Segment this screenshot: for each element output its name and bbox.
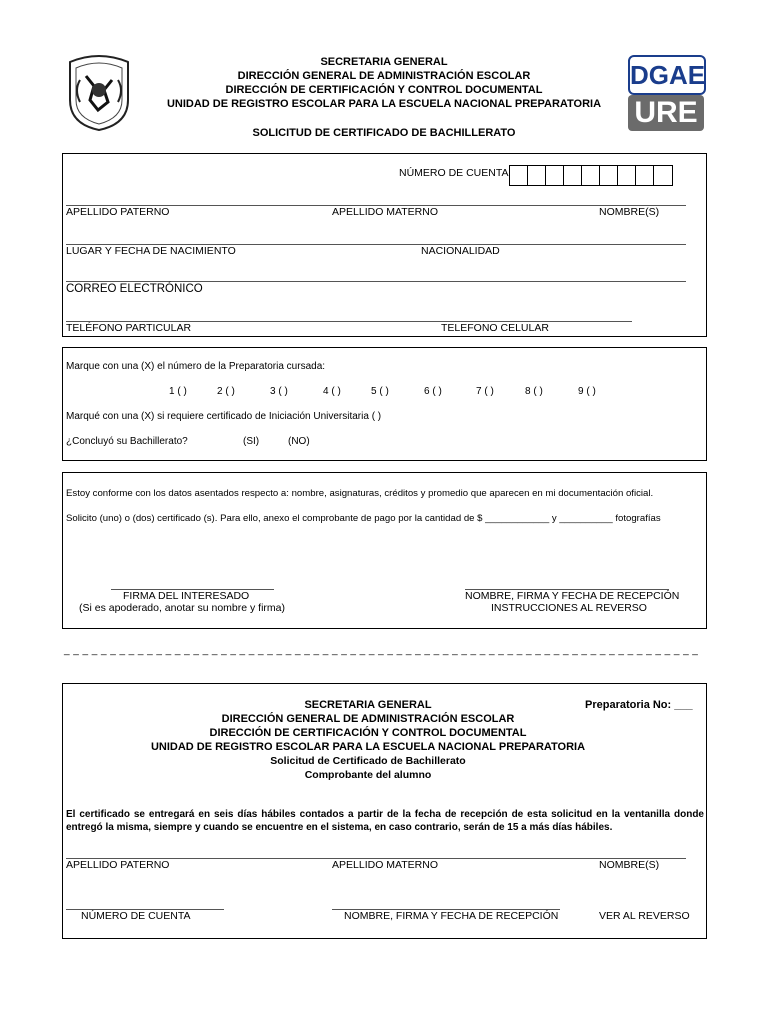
conformidad-box [62,472,707,629]
conforme-text: Estoy conforme con los datos asentados respecto a: nombre, asignaturas, créditos y promedio que aparecen en mi documentación oficial. [66,488,654,499]
prepa-option-6[interactable]: 6 ( ) [424,386,442,397]
correo-label: CORREO ELECTRÓNICO [66,283,203,295]
instrucciones-label: INSTRUCCIONES AL REVERSO [491,602,647,614]
prepa-option-5[interactable]: 5 ( ) [371,386,389,397]
comprobante-apellido-materno: APELLIDO MATERNO [332,859,438,871]
comprobante-apellido-paterno: APELLIDO PATERNO [66,859,170,871]
form-title: SOLICITUD DE CERTIFICADO DE BACHILLERATO [252,127,516,139]
header-line-2: DIRECCIÓN GENERAL DE ADMINISTRACIÓN ESCOLAR [237,70,531,82]
personal-data-box [62,153,707,337]
prepa-option-8[interactable]: 8 ( ) [525,386,543,397]
telefono-celular-label: TELEFONO CELULAR [441,322,549,334]
numero-cuenta-label: NÚMERO DE CUENTA [399,167,509,179]
header-line-4: UNIDAD DE REGISTRO ESCOLAR PARA LA ESCUELA NACIONAL PREPARATORIA [166,98,602,110]
comprobante-nombres: NOMBRE(S) [599,859,660,871]
ure-logo-text: URE [628,95,704,131]
prepa-option-7[interactable]: 7 ( ) [476,386,494,397]
apellido-paterno-label: APELLIDO PATERNO [66,206,170,218]
comprobante-recepcion: NOMBRE, FIRMA Y FECHA DE RECEPCIÓN [344,910,559,922]
prepa-option-2[interactable]: 2 ( ) [217,386,235,397]
comprobante-box [62,683,707,939]
numero-cuenta-cells[interactable] [509,165,673,186]
apoderado-label: (Si es apoderado, anotar su nombre y firma) [79,602,286,614]
iniciacion-text[interactable]: Marqué con una (X) si requiere certificado de Iniciación Universitaria ( ) [66,411,382,422]
recepcion-label: NOMBRE, FIRMA Y FECHA DE RECEPCIÓN [465,590,680,602]
ver-al-reverso: VER AL REVERSO [599,910,690,922]
correo-line[interactable] [66,281,686,282]
header-line-3: DIRECCIÓN DE CERTIFICACIÓN Y CONTROL DOCUMENTAL [225,84,543,96]
firma-interesado-label: FIRMA DEL INTERESADO [123,590,250,602]
nombres-label: NOMBRE(S) [599,206,660,218]
concluyo-no[interactable]: (NO) [288,436,310,447]
comprobante-line-6: Comprobante del alumno [304,769,432,781]
apellido-materno-label: APELLIDO MATERNO [332,206,438,218]
lugar-fecha-label: LUGAR Y FECHA DE NACIMIENTO [66,245,236,257]
comprobante-line-3: DIRECCIÓN DE CERTIFICACIÓN Y CONTROL DOCUMENTAL [209,727,527,739]
header-line-1: SECRETARIA GENERAL [320,56,448,68]
comprobante-line-4: UNIDAD DE REGISTRO ESCOLAR PARA LA ESCUELA NACIONAL PREPARATORIA [150,741,586,753]
marque-prepa-text: Marque con una (X) el número de la Preparatoria cursada: [66,361,326,372]
cut-line: _ _ _ _ _ _ _ _ _ _ _ _ _ _ _ _ _ _ _ _ _ _ _ _ _ _ _ _ _ _ _ _ _ _ _ _ _ _ _ _ _ _ _ _ _ _ _ _ _ _ _ _ _ _ _ _ _ _ _ _ _ _ _ _ _ _ _ _ _ [64,645,699,656]
concluyo-si[interactable]: (SI) [243,436,260,447]
solicito-text[interactable]: Solicito (uno) o (dos) certificado (s). Para ello, anexo el comprobante de pago por la cantidad de $ ____________ y __________ fotografías [66,513,661,524]
telefono-particular-label: TELÉFONO PARTICULAR [66,322,192,334]
comprobante-line-1: SECRETARIA GENERAL [304,699,432,711]
aviso-entrega: El certificado se entregará en seis días hábiles contados a partir de la fecha de recepción de esta solicitud en la ventanilla donde entregó la misma, siempre y cuando se encuentre en el sistema, en caso contrario, serán de 15 a más días hábiles. [66,809,704,833]
dgae-logo-text: DGAE [628,55,706,95]
nacionalidad-label: NACIONALIDAD [421,245,500,257]
prepa-option-1[interactable]: 1 ( ) [169,386,187,397]
preparatoria-no[interactable]: Preparatoria No: ___ [585,699,693,711]
comprobante-line-2: DIRECCIÓN GENERAL DE ADMINISTRACIÓN ESCOLAR [221,713,515,725]
prepa-option-3[interactable]: 3 ( ) [270,386,288,397]
prepa-option-9[interactable]: 9 ( ) [578,386,596,397]
preparatoria-box [62,347,707,461]
comprobante-line-5: Solicitud de Certificado de Bachillerato [270,755,466,767]
prepa-option-4[interactable]: 4 ( ) [323,386,341,397]
comprobante-numero-cuenta: NÚMERO DE CUENTA [81,910,191,922]
concluyo-text: ¿Concluyó su Bachillerato? [66,436,188,447]
